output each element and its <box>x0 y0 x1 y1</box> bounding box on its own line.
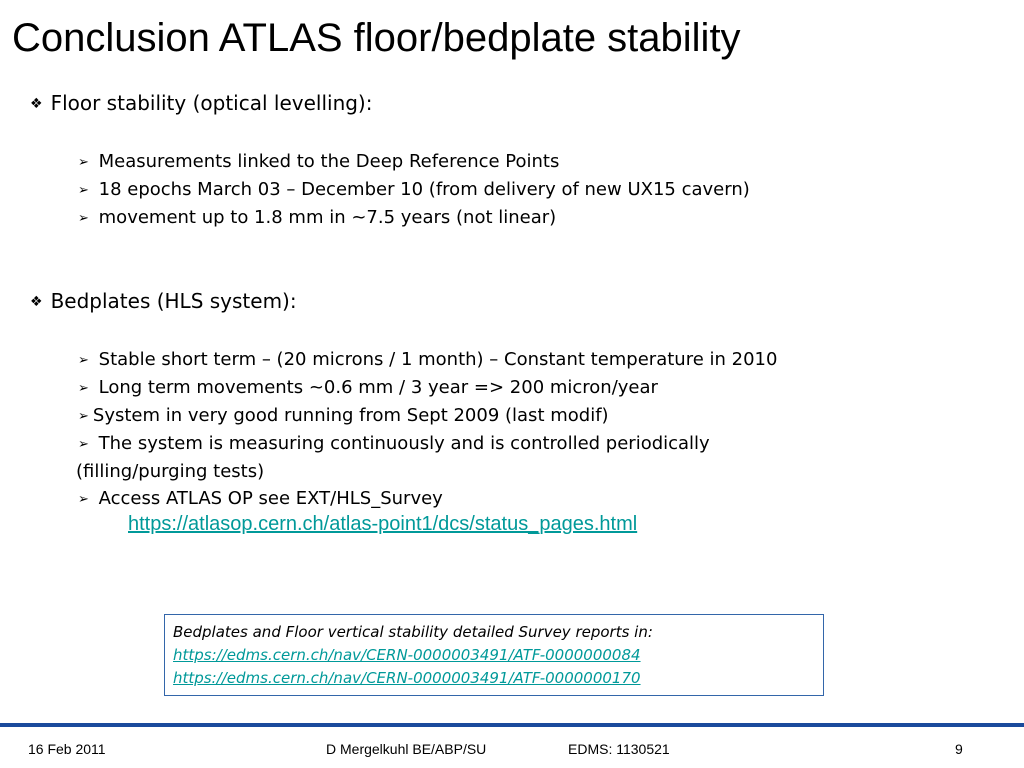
arrow-bullet-icon: ➢ <box>78 353 89 368</box>
footer-author: D Mergelkuhl BE/ABP/SU <box>326 741 487 757</box>
arrow-bullet-icon: ➢ <box>78 381 89 396</box>
arrow-bullet-icon: ➢ <box>78 211 89 226</box>
arrow-bullet-icon: ➢ <box>78 492 89 507</box>
bullet-text: movement up to 1.8 mm in ~7.5 years (not linear) <box>98 207 557 228</box>
diamond-bullet-icon: ❖ <box>30 294 43 310</box>
list-item <box>78 402 1008 430</box>
list-item <box>78 430 1008 458</box>
bullet-text: 18 epochs March 03 – December 10 (from delivery of new UX15 cavern) <box>98 179 750 200</box>
bullet-text: Measurements linked to the Deep Reference Points <box>98 151 560 172</box>
bullet-text: Access ATLAS OP see EXT/HLS_Survey <box>98 488 443 509</box>
section-bedplates <box>30 288 297 315</box>
section-heading: Floor stability (optical levelling): <box>50 91 373 115</box>
bullet-text: The system is measuring continuously and is controlled periodically <box>98 433 710 454</box>
section-floor-stability <box>30 90 372 117</box>
section-heading: Bedplates (HLS system): <box>50 289 297 313</box>
footer-edms: EDMS: 1130521 <box>568 741 670 757</box>
edms-report-link-2[interactable]: https://edms.cern.ch/nav/CERN-0000003491/ATF-0000000170 <box>173 669 641 687</box>
list-item <box>78 204 1008 232</box>
diamond-bullet-icon: ❖ <box>30 96 43 112</box>
floor-bullet-list <box>78 148 1008 232</box>
arrow-bullet-icon: ➢ <box>78 437 89 452</box>
bedplates-bullet-list <box>78 346 1008 513</box>
list-item <box>78 346 1008 374</box>
status-pages-link[interactable]: https://atlasop.cern.ch/atlas-point1/dcs/status_pages.html <box>128 513 638 535</box>
list-item <box>78 148 1008 176</box>
bullet-text: System in very good running from Sept 2009 (last modif) <box>92 405 609 426</box>
list-item-continuation: (filling/purging tests) <box>76 461 265 482</box>
list-item <box>78 374 1008 402</box>
bullet-text: Long term movements ~0.6 mm / 3 year => 200 micron/year <box>98 377 658 398</box>
arrow-bullet-icon: ➢ <box>78 409 89 424</box>
edms-report-link-1[interactable]: https://edms.cern.ch/nav/CERN-0000003491/ATF-0000000084 <box>173 646 641 664</box>
list-item <box>78 485 1008 513</box>
list-item <box>78 176 1008 204</box>
arrow-bullet-icon: ➢ <box>78 155 89 170</box>
footer-date: 16 Feb 2011 <box>28 741 106 757</box>
bullet-text: Stable short term – (20 microns / 1 month) – Constant temperature in 2010 <box>98 349 778 370</box>
survey-reports-box <box>164 614 824 696</box>
report-box-text: Bedplates and Floor vertical stability detailed Survey reports in: <box>173 623 653 641</box>
footer-page-number: 9 <box>955 741 963 757</box>
slide-title: Conclusion ATLAS floor/bedplate stability <box>12 16 741 60</box>
arrow-bullet-icon: ➢ <box>78 183 89 198</box>
footer-divider <box>0 723 1024 727</box>
